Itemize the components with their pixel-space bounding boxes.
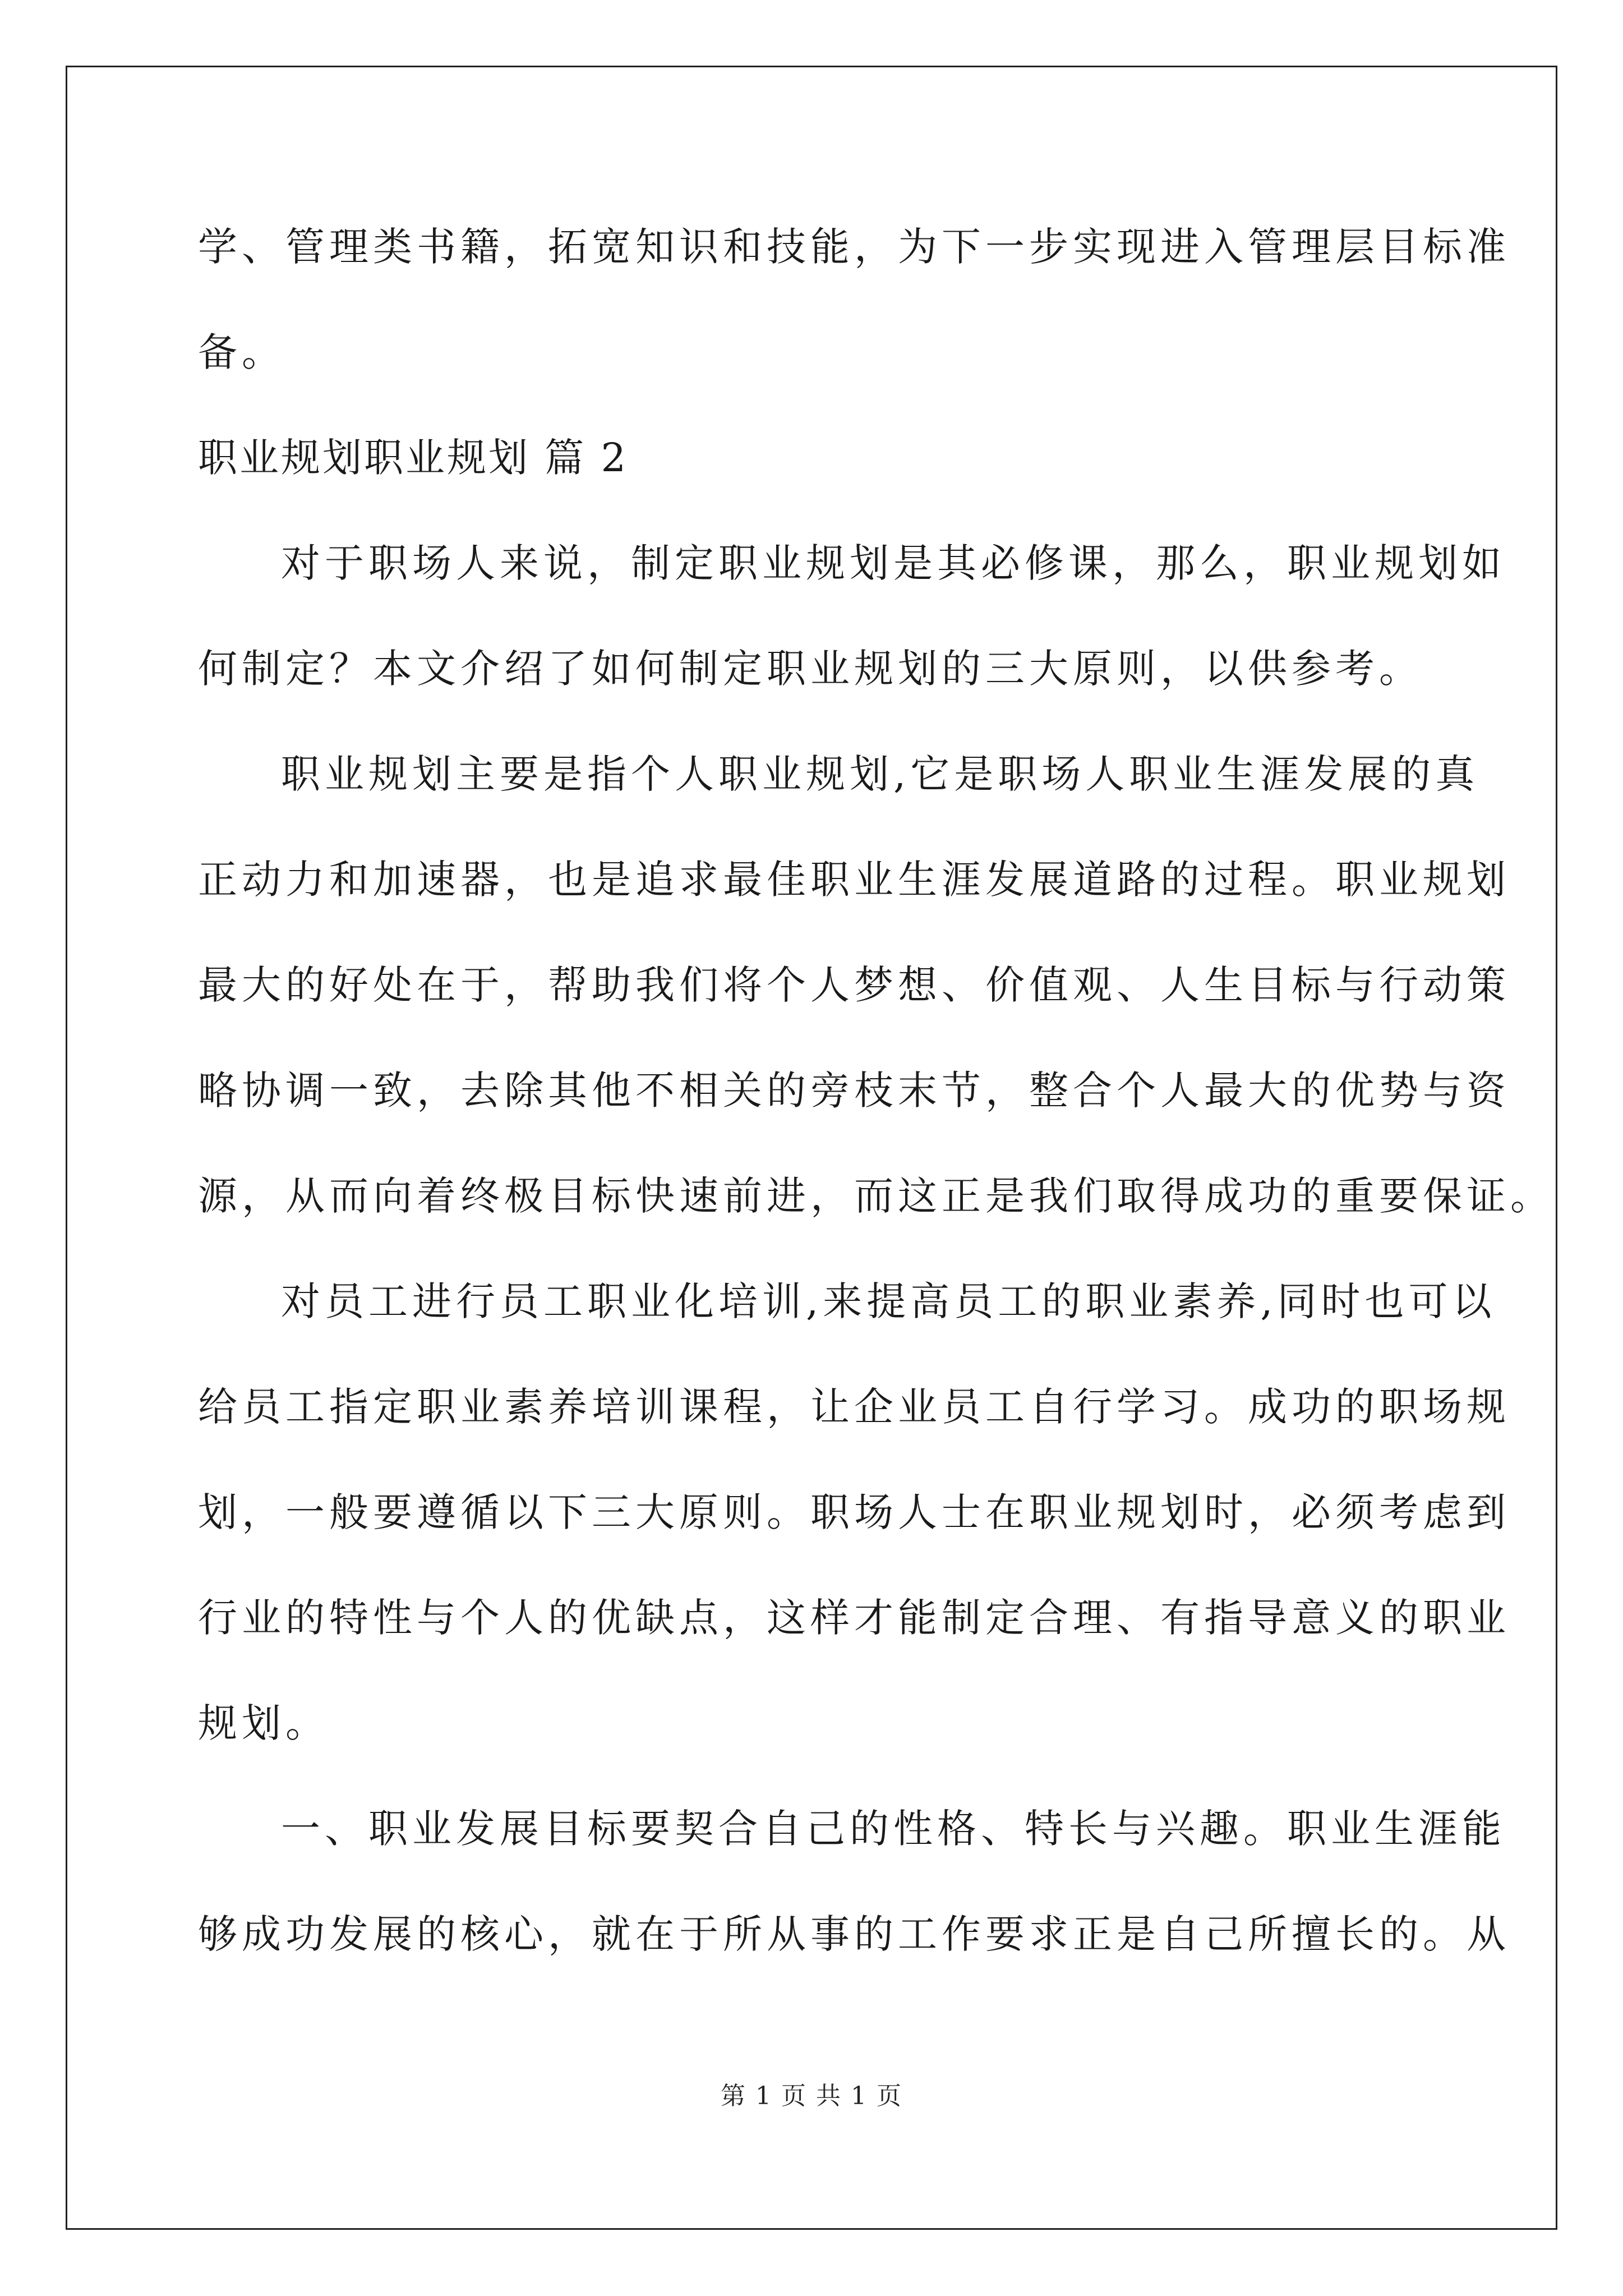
page-footer: 第 1 页 共 1 页 (721, 2082, 902, 2110)
paragraph-line: 划，一般要遵循以下三大原则。职场人士在职业规划时，必须考虑到 (198, 1489, 1510, 1535)
paragraph-line: 职业规划主要是指个人职业规划,它是职场人职业生涯发展的真 (281, 751, 1479, 797)
paragraph-line: 给员工指定职业素养培训课程，让企业员工自行学习。成功的职场规 (198, 1384, 1510, 1430)
paragraph-line: 源，从而向着终极目标快速前进，而这正是我们取得成功的重要保证。 (198, 1173, 1554, 1219)
paragraph-line: 备。 (198, 329, 285, 375)
paragraph-line: 对员工进行员工职业化培训,来提高员工的职业素养,同时也可以 (281, 1278, 1496, 1324)
paragraph-line: 行业的特性与个人的优缺点，这样才能制定合理、有指导意义的职业 (198, 1595, 1510, 1641)
section-heading: 职业规划职业规划 篇 2 (198, 435, 629, 481)
paragraph-line: 够成功发展的核心，就在于所从事的工作要求正是自己所擅长的。从 (198, 1911, 1510, 1957)
paragraph-line: 何制定？本文介绍了如何制定职业规划的三大原则，以供参考。 (198, 646, 1423, 692)
paragraph-line: 正动力和加速器，也是追求最佳职业生涯发展道路的过程。职业规划 (198, 857, 1510, 903)
paragraph-line: 规划。 (198, 1700, 329, 1746)
paragraph-line: 最大的好处在于，帮助我们将个人梦想、价值观、人生目标与行动策 (198, 962, 1510, 1008)
paragraph-line: 对于职场人来说，制定职业规划是其必修课，那么，职业规划如 (281, 540, 1506, 586)
paragraph-line: 略协调一致，去除其他不相关的旁枝末节，整合个人最大的优势与资 (198, 1068, 1510, 1114)
document-body (198, 213, 1554, 2006)
paragraph-line: 一、职业发展目标要契合自己的性格、特长与兴趣。职业生涯能 (281, 1806, 1506, 1852)
paragraph-line: 学、管理类书籍，拓宽知识和技能，为下一步实现进入管理层目标准 (198, 224, 1510, 270)
